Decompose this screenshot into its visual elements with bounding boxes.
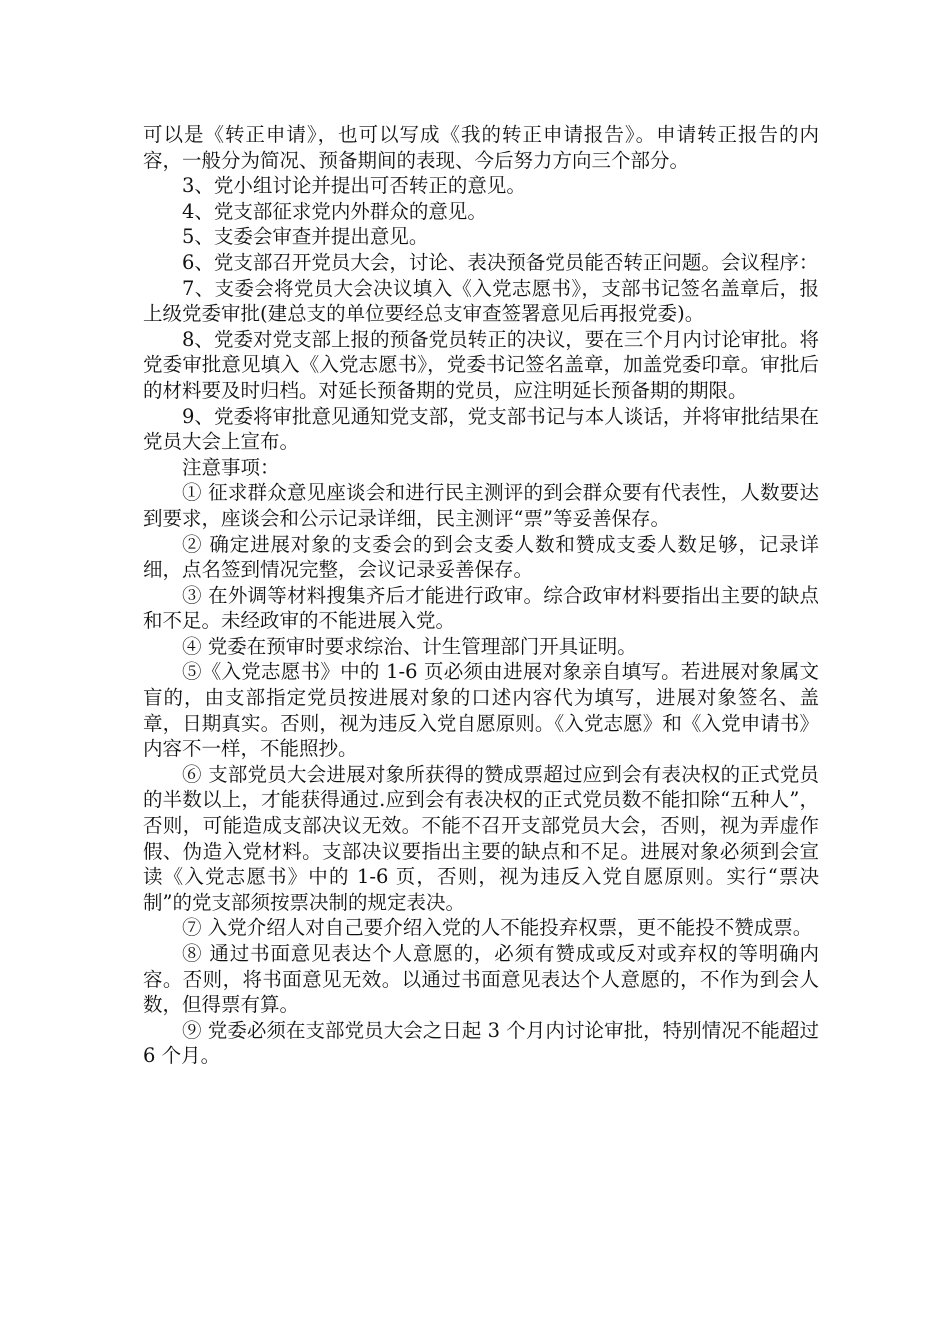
paragraph-step-3: 3、党小组讨论并提出可否转正的意见。 <box>182 174 526 198</box>
note-item-5: ⑤《入党志愿书》中的 1-6 页必须由进展对象亲自填写。若进展对象属文盲的，由支部指定党员按进展对象的口述内容代为填写，进展对象签名、盖章，日期真实。否则，视为违反入党自愿原则。《入党志愿》和《入党申请书》内容不一样，不能照抄。 <box>143 660 819 761</box>
note-item-3: ③ 在外调等材料搜集齐后才能进行政审。综合政审材料要指出主要的缺点和不足。未经政审的不能进展入党。 <box>143 583 819 633</box>
paragraph-step-8: 8、党委对党支部上报的预备党员转正的决议，要在三个月内讨论审批。将党委审批意见填入《入党志愿书》，党委书记签名盖章，加盖党委印章。审批后的材料要及时归档。对延长预备期的党员，应注明延长预备期的期限。 <box>143 327 819 402</box>
note-item-7: ⑦ 入党介绍人对自己要介绍入党的人不能投弃权票，更不能投不赞成票。 <box>182 916 813 940</box>
paragraph-step-7: 7、支委会将党员大会决议填入《入党志愿书》，支部书记签名盖章后，报上级党委审批(建总支的单位要经总支审查签署意见后再报党委)。 <box>143 276 819 326</box>
note-item-8: ⑧ 通过书面意见表达个人意愿的，必须有赞成或反对或弃权的等明确内容。否则，将书面意见无效。以通过书面意见表达个人意愿的，不作为到会人数，但得票有算。 <box>143 942 819 1017</box>
notes-heading: 注意事项： <box>182 455 280 479</box>
paragraph-step-4: 4、党支部征求党内外群众的意见。 <box>182 199 487 223</box>
note-item-2: ② 确定进展对象的支委会的到会支委人数和赞成支委人数足够，记录详细，点名签到情况完整，会议记录妥善保存。 <box>143 532 819 582</box>
paragraph-step-6: 6、党支部召开党员大会，讨论、表决预备党员能否转正问题。会议程序： <box>182 250 819 274</box>
note-item-1: ① 征求群众意见座谈会和进行民主测评的到会群众要有代表性，人数要达到要求，座谈会和公示记录详细，民主测评“票”等妥善保存。 <box>143 481 819 530</box>
paragraph-step-9: 9、党委将审批意见通知党支部，党支部书记与本人谈话，并将审批结果在党员大会上宣布。 <box>143 404 819 454</box>
note-item-6: ⑥ 支部党员大会进展对象所获得的赞成票超过应到会有表决权的正式党员的半数以上，才能获得通过.应到会有表决权的正式党员数不能扣除“五种人”，否则，可能造成支部决议无效。不能不召开支部党员大会，否则，视为弄虚作假、伪造入党材料。支部决议要指出主要的缺点和不足。进展对象必须到会宣读《入党志愿书》中的 1-6 页，否则，视为违反入党自愿原则。实行“票决制”的党支部须按票决制的规定表决。 <box>143 762 819 914</box>
note-item-9: ⑨ 党委必须在支部党员大会之日起 3 个月内讨论审批，特别情况不能超过 6 个月。 <box>143 1018 819 1068</box>
paragraph-step-5: 5、支委会审查并提出意见。 <box>182 225 429 249</box>
note-item-4: ④ 党委在预审时要求综治、计生管理部门开具证明。 <box>182 634 637 658</box>
paragraph-application-report: 可以是《转正申请》，也可以写成《我的转正申请报告》。申请转正报告的内容，一般分为简况、预备期间的表现、今后努力方向三个部分。 <box>143 123 819 172</box>
document-body <box>143 122 819 1069</box>
